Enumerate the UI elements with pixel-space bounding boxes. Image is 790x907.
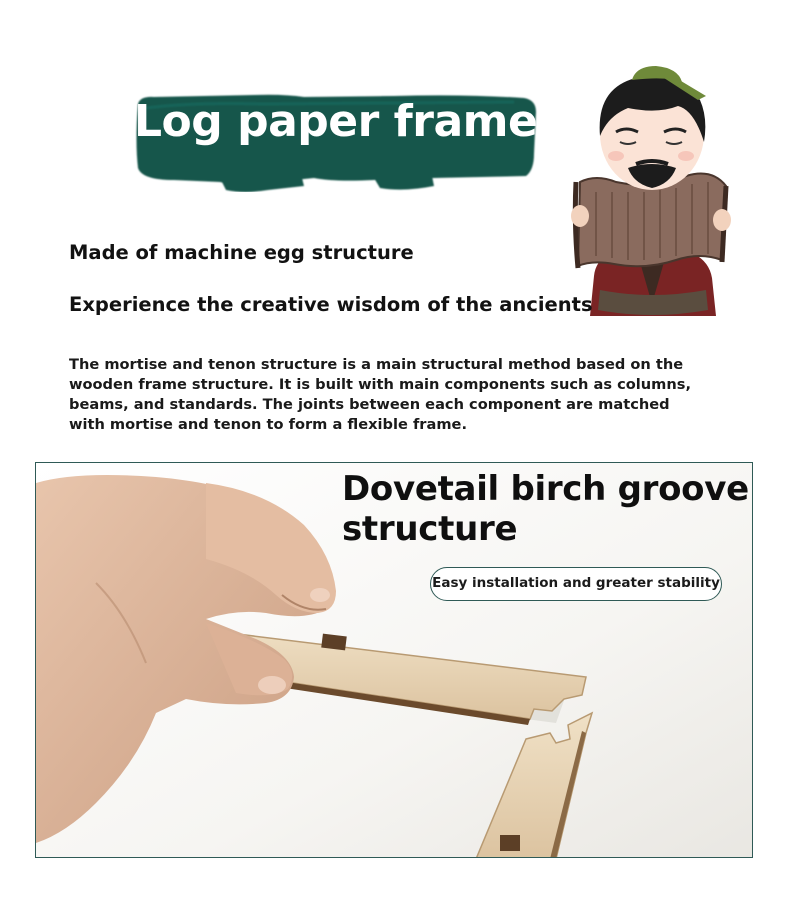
subheading-wisdom: Experience the creative wisdom of the ancients	[69, 293, 593, 316]
scholar-reading-scroll-icon	[566, 64, 736, 326]
description-paragraph: The mortise and tenon structure is a main structural method based on the wooden frame structure. It is built with main components such as columns, beams, and standards. The joints between each component are matched with mortise and tenon to form a flexible frame.	[69, 356, 692, 433]
feature-title	[342, 469, 749, 549]
title-banner	[134, 92, 538, 192]
subheading-structure: Made of machine egg structure	[69, 241, 414, 264]
feature-tagline-badge: Easy installation and greater stability	[430, 567, 722, 601]
product-photo-panel	[35, 462, 753, 858]
feature-title-line-1: Dovetail birch groove	[342, 469, 749, 509]
page-title: Log paper frame	[134, 96, 538, 147]
feature-title-line-2: structure	[342, 509, 518, 549]
